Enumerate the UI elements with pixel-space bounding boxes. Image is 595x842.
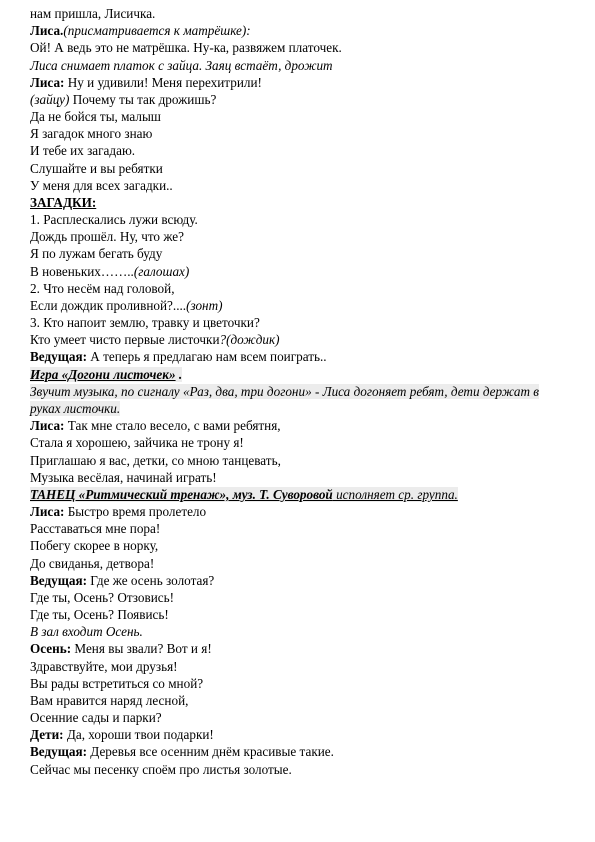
- speaker-name: Ведущая:: [30, 349, 87, 365]
- text-line: Сейчас мы песенку споём про листья золотые.: [30, 761, 292, 777]
- text-line: Вы рады встретиться со мной?: [30, 675, 204, 691]
- text-line: [30, 57, 570, 74]
- text-line: [30, 22, 570, 39]
- dance-note: исполняет ср. группа.: [332, 486, 458, 502]
- stage-direction: (присматривается к матрёшке):: [63, 23, 251, 39]
- game-title-line: Игра «Догони листочек» .: [30, 366, 183, 382]
- text-line: Дети: Да, хороши твои подарки!: [30, 727, 214, 743]
- text-line: (зайцу) Почему ты так дрожишь?: [30, 91, 217, 107]
- text-line: [30, 623, 570, 640]
- text-line: Если дождик проливной?....(зонт): [30, 297, 223, 313]
- text-line: Здравствуйте, мои друзья!: [30, 658, 178, 674]
- text-line: Стала я хорошею, зайчика не трону я!: [30, 435, 244, 451]
- speaker-name: Лиса.: [30, 23, 64, 39]
- text-line: Ведущая: А теперь я предлагаю нам всем поиграть..: [30, 349, 327, 365]
- text-line: Лиса: Так мне стало весело, с вами ребятня,: [30, 418, 281, 434]
- riddle-answer: (зонт): [186, 297, 223, 313]
- text-line: Осень: Меня вы звали? Вот и я!: [30, 641, 212, 657]
- text-line: Где ты, Осень? Отзовись!: [30, 589, 175, 605]
- dance-title-line: [30, 486, 570, 503]
- text-line: Музыка весёлая, начинай играть!: [30, 469, 217, 485]
- text-line: Побегу скорее в норку,: [30, 538, 159, 554]
- text-line: Слушайте и вы ребятки: [30, 160, 163, 176]
- text-line: Где ты, Осень? Появись!: [30, 607, 169, 623]
- text-line: Вам нравится наряд лесной,: [30, 692, 189, 708]
- speaker-name: Лиса:: [30, 504, 65, 520]
- stage-direction: Лиса снимает платок с зайца. Заяц встаёт, дрожит: [30, 57, 333, 73]
- text-line: Дождь прошёл. Ну, что же?: [30, 229, 184, 245]
- text-line: Осенние сады и парки?: [30, 710, 162, 726]
- text-line: У меня для всех загадки..: [30, 177, 173, 193]
- text-line: Лиса: Быстро время пролетело: [30, 504, 207, 520]
- speaker-name: Ведущая:: [30, 744, 87, 760]
- script-text: [30, 5, 570, 778]
- text-line: 3. Кто напоит землю, травку и цветочки?: [30, 315, 260, 331]
- text-line: Ой! А ведь это не матрёшка. Ну-ка, развяжем платочек.: [30, 40, 342, 56]
- dance-title: ТАНЕЦ «Ритмический тренаж», муз. Т. Суворовой: [30, 486, 333, 502]
- text-line: Я по лужам бегать буду: [30, 246, 163, 262]
- text-line: Я загадок много знаю: [30, 126, 153, 142]
- text-line: Расставаться мне пора!: [30, 521, 161, 537]
- text-line: 2. Что несём над головой,: [30, 280, 175, 296]
- stage-direction-block: Звучит музыка, по сигналу «Раз, два, три догони» - Лиса догоняет ребят, дети держат в руках листочки.: [30, 383, 540, 416]
- text-line: Лиса: Ну и удивили! Меня перехитрили!: [30, 74, 262, 90]
- text-line: Ведущая: Деревья все осенним днём красивые такие.: [30, 744, 334, 760]
- text-line: До свиданья, детвора!: [30, 555, 155, 571]
- text-line: Кто умеет чисто первые листочки?(дождик): [30, 332, 280, 348]
- riddle-answer: (галошах): [133, 263, 190, 279]
- text-line: Приглашаю я вас, детки, со мною танцевать,: [30, 452, 281, 468]
- stage-direction: (зайцу): [30, 91, 70, 107]
- game-title: Игра «Догони листочек»: [30, 366, 176, 382]
- text-line: Ведущая: Где же осень золотая?: [30, 572, 215, 588]
- text-line: И тебе их загадаю.: [30, 143, 136, 159]
- speaker-name: Ведущая:: [30, 572, 87, 588]
- section-heading: ЗАГАДКИ:: [30, 194, 97, 210]
- text-line: нам пришла, Лисичка.: [30, 6, 156, 21]
- speaker-name: Лиса:: [30, 418, 65, 434]
- riddle-answer: ?(дождик): [219, 332, 280, 348]
- speaker-name: Лиса:: [30, 74, 65, 90]
- speaker-name: Осень:: [30, 641, 72, 657]
- text-line: В новеньких……..(галошах): [30, 263, 190, 279]
- text-line: 1. Расплескались лужи всюду.: [30, 212, 198, 228]
- stage-direction: В зал входит Осень.: [30, 624, 143, 640]
- speaker-name: Дети:: [30, 727, 64, 743]
- text-line: Да не бойся ты, малыш: [30, 109, 161, 125]
